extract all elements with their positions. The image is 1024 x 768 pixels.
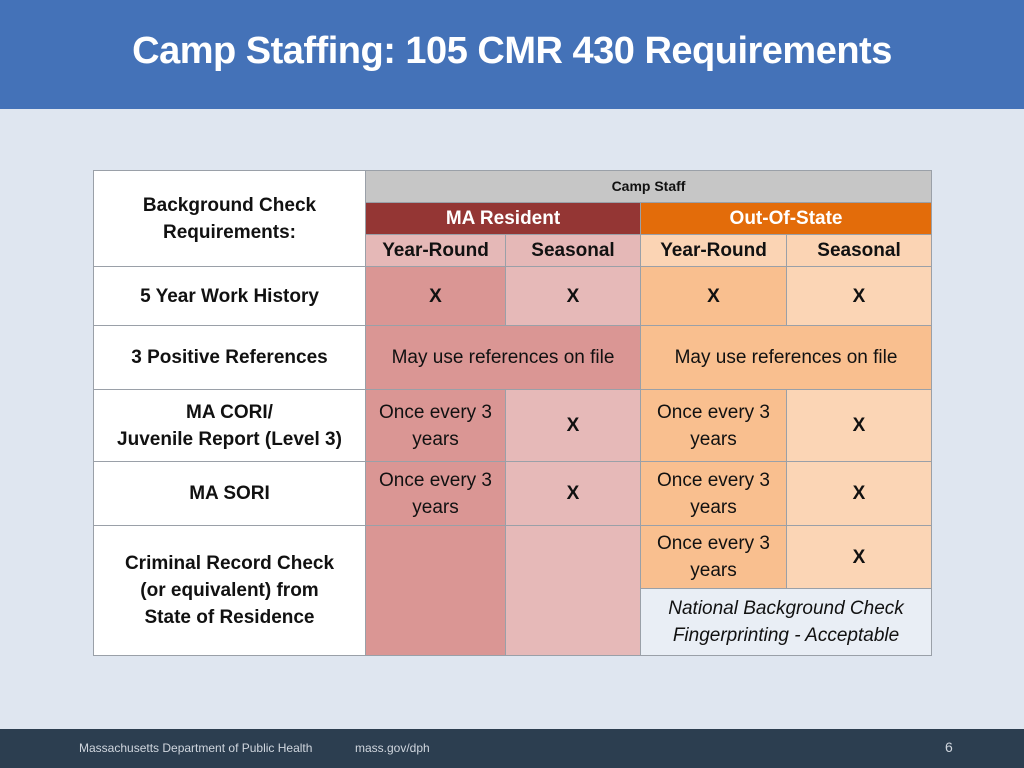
cell-ma-references: May use references on file (366, 326, 641, 390)
cell-line: years (690, 496, 737, 518)
cell-line: Once every 3 (379, 469, 492, 491)
row-label: 5 Year Work History (94, 267, 366, 326)
row-label-line: MA CORI/ (186, 401, 273, 423)
cell-line: Once every 3 (379, 401, 492, 423)
os-year-round-header: Year-Round (641, 235, 787, 267)
cell-os-seasonal: X (787, 462, 932, 526)
row-label (94, 390, 366, 462)
cell-os-seasonal: X (787, 267, 932, 326)
camp-staff-header: Camp Staff (366, 171, 932, 203)
cell-line: Once every 3 (657, 533, 770, 554)
row-label-line: (or equivalent) from (140, 580, 319, 601)
row-label (94, 526, 366, 656)
page-number: 6 (945, 739, 953, 755)
cell-ma-year-round (366, 390, 506, 462)
ma-resident-header: MA Resident (366, 203, 641, 235)
row-label: MA SORI (94, 462, 366, 526)
requirements-table (93, 170, 932, 656)
cell-ma-year-round: X (366, 267, 506, 326)
cell-line: years (690, 428, 737, 450)
cell-os-year-round (641, 390, 787, 462)
cell-os-seasonal: X (787, 390, 932, 462)
cell-line: National Background Check (668, 598, 904, 619)
cell-line: years (690, 560, 737, 581)
cell-ma-year-round (366, 462, 506, 526)
cell-line: years (412, 428, 459, 450)
table-row-references (94, 326, 932, 390)
cell-os-seasonal: X (787, 526, 932, 589)
cell-line: Fingerprinting - Acceptable (672, 625, 900, 646)
footer-url: mass.gov/dph (355, 741, 430, 755)
cell-ma-year-round-empty (366, 526, 506, 656)
table-row-work-history (94, 267, 932, 326)
row-label-line: State of Residence (144, 607, 315, 628)
cell-os-year-round (641, 462, 787, 526)
corner-label-line: Background Check (142, 194, 317, 216)
ma-year-round-header: Year-Round (366, 235, 506, 267)
corner-label-line: Requirements: (162, 221, 297, 243)
corner-header-cell (94, 171, 366, 267)
cell-os-year-round (641, 526, 787, 589)
cell-line: years (412, 496, 459, 518)
cell-ma-seasonal: X (506, 462, 641, 526)
row-label: 3 Positive References (94, 326, 366, 390)
cell-os-year-round: X (641, 267, 787, 326)
cell-line: Once every 3 (657, 469, 770, 491)
cell-ma-seasonal-empty (506, 526, 641, 656)
footer-bar (0, 729, 1024, 768)
table-row-criminal (94, 526, 932, 589)
table-row-cori (94, 390, 932, 462)
cell-line: Once every 3 (657, 401, 770, 423)
cell-ma-seasonal: X (506, 267, 641, 326)
cell-national-background-check (641, 589, 932, 656)
cell-ma-seasonal: X (506, 390, 641, 462)
out-of-state-header: Out-Of-State (641, 203, 932, 235)
row-label-line: Criminal Record Check (124, 553, 335, 574)
ma-seasonal-header: Seasonal (506, 235, 641, 267)
title-bar (0, 0, 1024, 109)
os-seasonal-header: Seasonal (787, 235, 932, 267)
footer-org: Massachusetts Department of Public Health (79, 741, 313, 755)
slide-title: Camp Staffing: 105 CMR 430 Requirements (132, 30, 892, 72)
cell-os-references: May use references on file (641, 326, 932, 390)
table-row-sori (94, 462, 932, 526)
row-label-line: Juvenile Report (Level 3) (117, 428, 342, 450)
